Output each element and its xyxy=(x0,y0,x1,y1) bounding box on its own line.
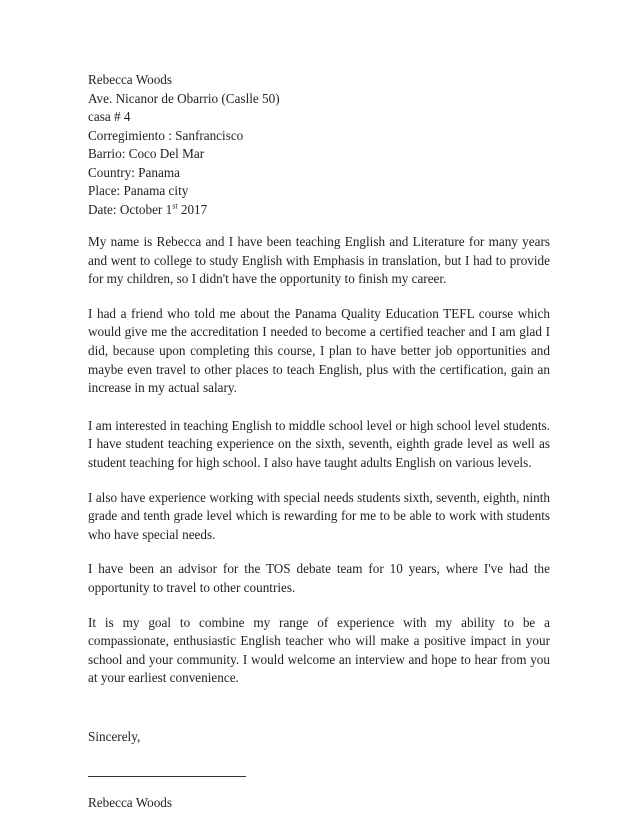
date-prefix: Date: October 1 xyxy=(88,201,173,217)
body-paragraph-intro: My name is Rebecca and I have been teaching English and Literature for many years and went to college to study English with Emphasis in translation, but I had to provide for my children, so I didn't have the opportunity to finish my career. xyxy=(88,234,550,287)
body-paragraph-interest: I am interested in teaching English to middle school level or high school level students. I have student teaching experience on the sixth, seventh, eighth grade level as well as student teaching for high school. I also have taught adults English on various levels. xyxy=(88,417,550,470)
sender-house-number: casa # 4 xyxy=(88,109,131,124)
sender-place: Place: Panama city xyxy=(88,183,189,198)
sender-barrio: Barrio: Coco Del Mar xyxy=(88,146,205,161)
letter-date xyxy=(88,201,550,220)
body-paragraph-tefl-course: I had a friend who told me about the Panama Quality Education TEFL course which would give me the accreditation I needed to become a certified teacher and I am glad I did, because upon completing this course, I plan to have better job opportunities and maybe even travel to other places to teach English, plus with the certification, gain an increase in my actual salary. xyxy=(88,305,550,396)
sender-corregimiento: Corregimiento : Sanfrancisco xyxy=(88,127,244,143)
signature-name: Rebecca Woods xyxy=(88,795,173,811)
sender-street-address: Ave. Nicanor de Obarrio (Caslle 50) xyxy=(88,90,280,106)
closing-salutation: Sincerely, xyxy=(88,728,141,744)
sender-country: Country: Panama xyxy=(88,164,180,180)
signature-line xyxy=(88,762,246,777)
sender-block xyxy=(88,71,550,219)
body-paragraph-goal: It is my goal to combine my range of experience with my ability to be a compassionate, enthusiastic English teacher who will make a positive impact in your school and your community. I would welcome an interview and hope to hear from you at your earliest convenience. xyxy=(88,614,550,686)
date-year: 2017 xyxy=(177,201,208,217)
letter-page xyxy=(88,71,550,813)
body-paragraph-special-needs: I also have experience working with special needs students sixth, seventh, eighth, ninth grade and tenth grade level which is rewarding for me to be able to work with students who have special needs. xyxy=(88,489,550,542)
sender-name: Rebecca Woods xyxy=(88,72,173,87)
body-paragraph-debate-team: I have been an advisor for the TOS debate team for 10 years, where I've had the opportunity to travel to other countries. xyxy=(88,561,550,595)
date-ordinal-suffix: st xyxy=(172,201,178,211)
